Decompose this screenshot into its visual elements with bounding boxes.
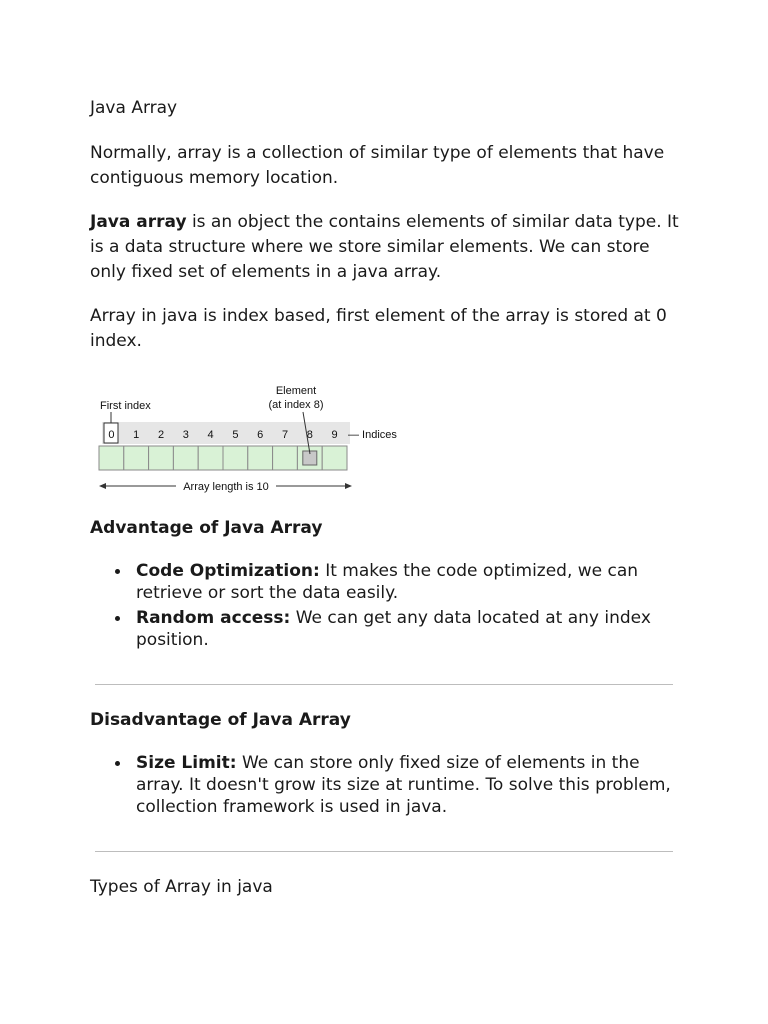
section-title-java-array: Java Array [90,98,178,118]
index-label: 2 [157,429,165,441]
java-array-term: Java array [90,212,187,232]
array-cell [124,446,149,470]
types-of-array-title: Types of Array in java [90,877,273,897]
array-cell [149,446,174,470]
first-index-label: First index [100,400,151,412]
disadvantage-list [90,752,690,818]
element-label-line1: Element [275,385,317,397]
advantage-item-random-access [136,607,690,651]
index-label: 3 [182,429,189,441]
array-length-label: Array length is 10 [183,481,269,493]
array-cell [173,446,198,470]
advantage-text: It makes the code optimized, we can retrieve or sort the data easily. [136,561,639,603]
length-arrowhead-right [345,483,352,489]
array-cell [99,446,124,470]
index-label: 6 [257,429,264,441]
java-array-definition [90,210,690,285]
array-cell [223,446,248,470]
advantage-term: Code Optimization: [136,561,320,581]
index-label: 7 [281,429,289,441]
disadvantage-heading: Disadvantage of Java Array [90,710,351,730]
array-cell [198,446,223,470]
index-label: 0 [108,429,115,441]
disadvantage-term: Size Limit: [136,753,237,773]
index-label: 4 [207,429,214,441]
array-cell [273,446,298,470]
advantage-term: Random access: [136,608,291,628]
length-arrowhead-left [99,483,106,489]
index-label: 1 [133,429,140,441]
index-label: 8 [306,429,313,441]
array-diagram-svg [96,376,416,494]
intro-paragraph: Normally, array is a collection of similar type of elements that have contiguous memory location. [90,143,665,188]
java-array-definition-text: is an object the contains elements of similar data type. It is a data structure where we store similar elements. We can store only fixed set of elements in a java array. [90,212,679,282]
disadvantage-item-size-limit [136,752,690,818]
array-cells [99,446,347,470]
document-body [90,96,690,900]
element-label-line2: (at index 8) [268,399,324,411]
array-cell [322,446,347,470]
advantage-list [90,560,690,651]
index-label: 5 [232,429,239,441]
advantage-item-code-optimization [136,560,690,604]
indices-label: — Indices [348,429,397,441]
advantage-text: We can get any data located at any index position. [136,608,651,650]
array-cell [248,446,273,470]
advantage-heading: Advantage of Java Array [90,518,323,538]
array-diagram [96,376,416,494]
index-label: 9 [331,429,338,441]
index-based-paragraph: Array in java is index based, first element of the array is stored at 0 index. [90,306,667,351]
disadvantage-text: We can store only fixed size of elements in the array. It doesn't grow its size at runtime. To solve this problem, collection framework is used in java. [136,753,671,817]
